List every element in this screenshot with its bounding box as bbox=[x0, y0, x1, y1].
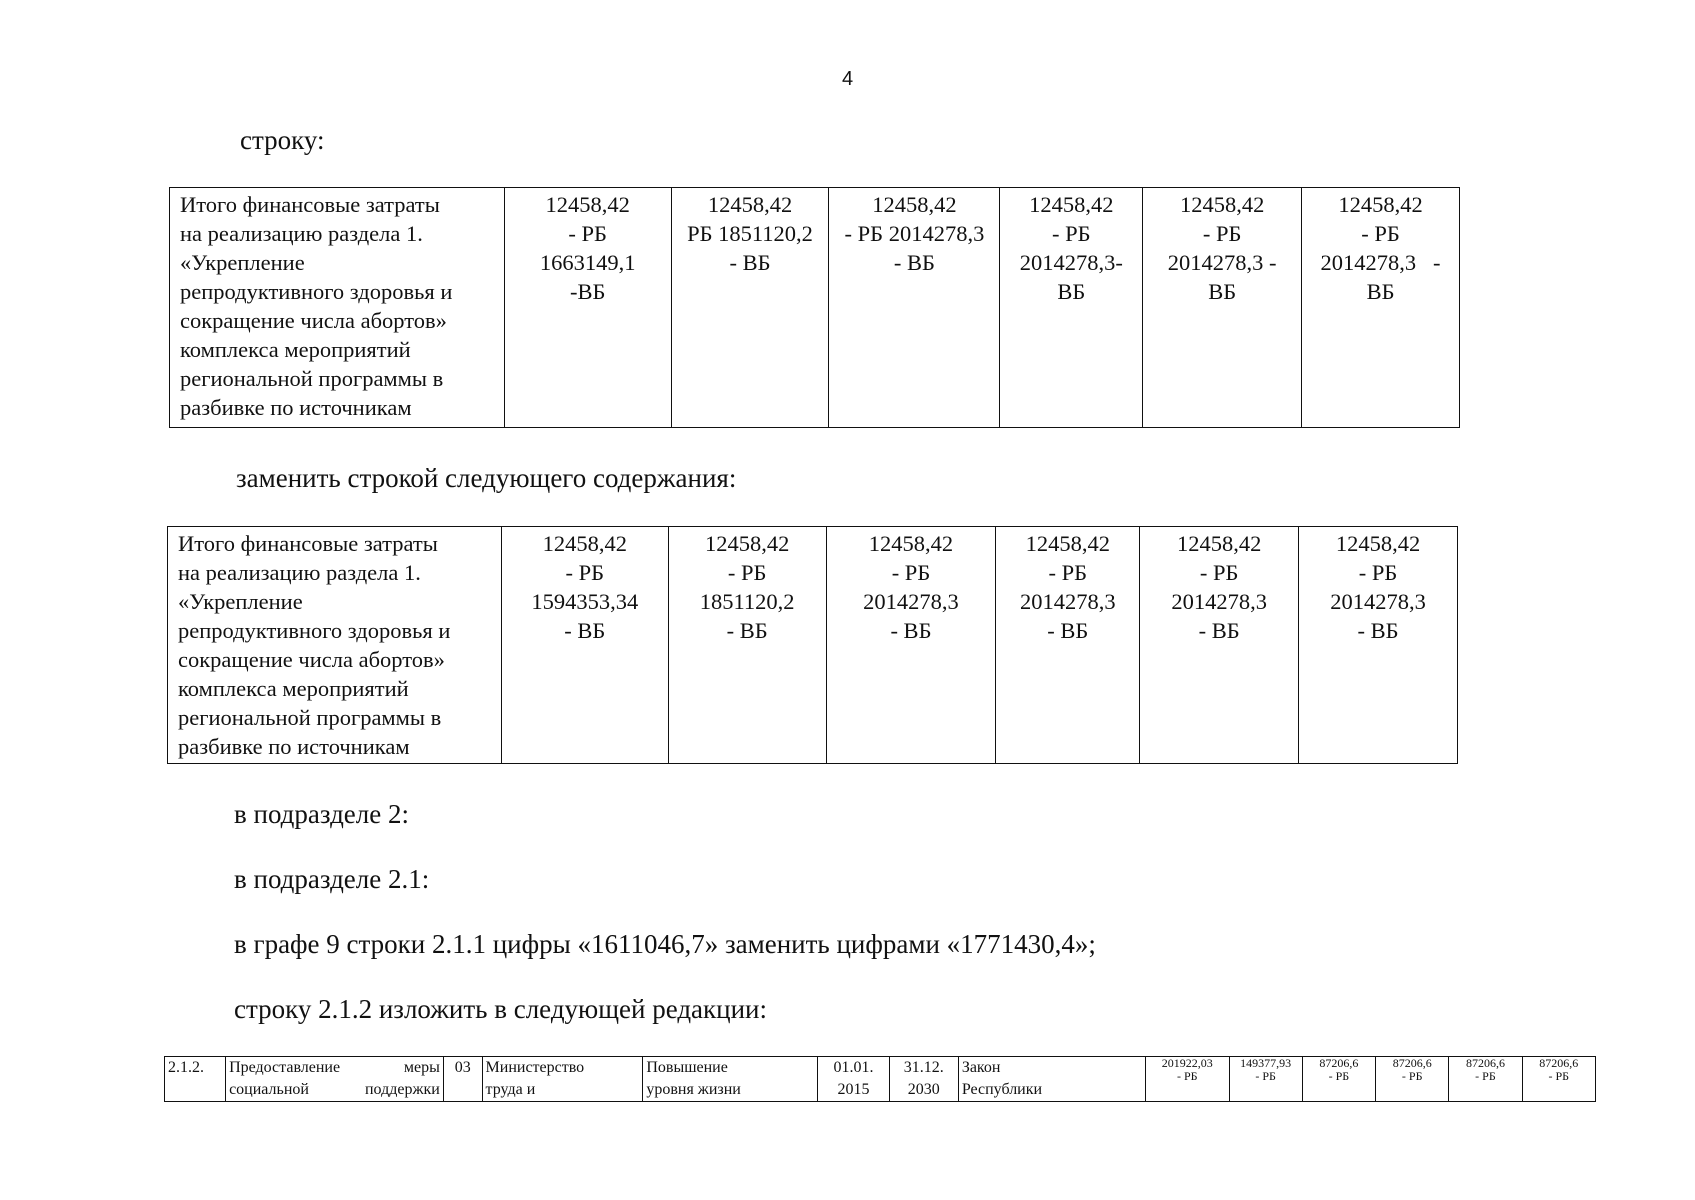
cell-line: ВБ bbox=[1057, 279, 1086, 304]
cell-line: - РБ bbox=[1199, 560, 1239, 585]
cell-line: 2014278,3 - bbox=[1320, 250, 1441, 275]
cell-line: - ВБ bbox=[564, 618, 606, 643]
cell-line: - РБ bbox=[1052, 221, 1091, 246]
desc-line: комплекса мероприятий bbox=[180, 337, 411, 362]
start-date-cell bbox=[818, 1057, 889, 1102]
amount-cell bbox=[1143, 188, 1302, 428]
desc-line: Итого финансовые затраты bbox=[178, 531, 438, 556]
cell-line: 2015 bbox=[837, 1081, 870, 1098]
cell-line: 12458,42 bbox=[545, 192, 630, 217]
desc-line: комплекса мероприятий bbox=[178, 676, 409, 701]
amount-cell bbox=[1146, 1057, 1229, 1102]
desc-line: разбивке по источникам bbox=[180, 395, 412, 420]
amount-cell bbox=[1229, 1057, 1302, 1102]
description-cell bbox=[170, 188, 505, 428]
code-cell: 03 bbox=[443, 1057, 482, 1102]
cell-line: 01.01. bbox=[833, 1059, 874, 1076]
cell-line: 2014278,3 bbox=[1020, 589, 1116, 614]
measure-name-word: меры bbox=[403, 1059, 440, 1076]
paragraph-string: строку: bbox=[240, 125, 325, 155]
cell-line: ВБ bbox=[1366, 279, 1395, 304]
amount-cell bbox=[1299, 527, 1458, 764]
cell-line: - РБ bbox=[1401, 1069, 1423, 1083]
cell-line: 2014278,3 - bbox=[1167, 250, 1277, 275]
cell-line: 12458,42 bbox=[1335, 531, 1421, 556]
amount-cell bbox=[1140, 527, 1299, 764]
cell-line: - РБ bbox=[1358, 560, 1398, 585]
amount-cell bbox=[1000, 188, 1143, 428]
table-row bbox=[165, 1057, 1596, 1102]
amount-cell bbox=[1376, 1057, 1449, 1102]
cell-line: - РБ bbox=[1177, 1069, 1198, 1083]
cell-line: -ВБ bbox=[569, 279, 606, 304]
cell-line: 87206,6 bbox=[1392, 1056, 1432, 1070]
cell-line: 1663149,1 bbox=[539, 250, 636, 275]
cell-line: - РБ bbox=[568, 221, 607, 246]
cell-line: 12458,42 bbox=[707, 192, 793, 217]
cell-line: 87206,6 bbox=[1465, 1056, 1505, 1070]
desc-line: репродуктивного здоровья и bbox=[180, 279, 453, 304]
paragraph-subsection-2-1: в подразделе 2.1: bbox=[234, 864, 430, 894]
cell-line: уровня жизни bbox=[646, 1081, 741, 1098]
cell-line: - РБ bbox=[1548, 1069, 1570, 1083]
cell-line: труда и bbox=[485, 1081, 536, 1098]
cell-line: - ВБ bbox=[1357, 618, 1399, 643]
table-row-2-1-2 bbox=[164, 1056, 1596, 1102]
cell-line: 12458,42 bbox=[1177, 531, 1262, 556]
amount-cell bbox=[504, 188, 671, 428]
cell-line: - ВБ bbox=[1198, 618, 1240, 643]
table-row bbox=[168, 527, 1458, 764]
cell-line: 12458,42 bbox=[1179, 192, 1265, 217]
paragraph-column-9: в графе 9 строки 2.1.1 цифры «1611046,7» заменить цифрами «1771430,4»; bbox=[234, 929, 1096, 959]
result-cell bbox=[643, 1057, 818, 1102]
cell-line: - РБ bbox=[727, 560, 767, 585]
cell-line: - ВБ bbox=[729, 250, 771, 275]
cell-line: РБ 1851120,2 bbox=[687, 221, 813, 246]
cell-line: - РБ bbox=[891, 560, 931, 585]
cell-line: 12458,42 bbox=[1338, 192, 1423, 217]
cell-line: ВБ bbox=[1208, 279, 1237, 304]
cell-line: - РБ bbox=[1255, 1069, 1276, 1083]
cell-line: 87206,6 bbox=[1319, 1056, 1359, 1070]
desc-line: на реализацию раздела 1. bbox=[178, 560, 421, 585]
desc-line: разбивке по источникам bbox=[178, 734, 410, 759]
amount-cell bbox=[501, 527, 668, 764]
amount-cell bbox=[671, 188, 829, 428]
cell-line: - РБ bbox=[565, 560, 605, 585]
end-date-cell bbox=[889, 1057, 958, 1102]
desc-line: региональной программы в bbox=[178, 705, 442, 730]
measure-name-word: социальной bbox=[229, 1081, 309, 1098]
cell-line: Повышение bbox=[646, 1059, 728, 1076]
desc-line: сокращение числа абортов» bbox=[180, 308, 447, 333]
cell-line: - РБ bbox=[1328, 1069, 1350, 1083]
cell-line: Министерство bbox=[485, 1059, 585, 1076]
cell-line: - РБ 2014278,3 bbox=[844, 221, 985, 246]
cell-line: 87206,6 bbox=[1539, 1056, 1579, 1070]
cell-line: - ВБ bbox=[1047, 618, 1089, 643]
row-number-cell: 2.1.2. bbox=[165, 1057, 226, 1102]
amount-cell bbox=[1449, 1057, 1522, 1102]
cell-line: 201922,03 bbox=[1161, 1056, 1213, 1070]
paragraph-replace: заменить строкой следующего содержания: bbox=[236, 463, 737, 493]
amount-cell bbox=[996, 527, 1140, 764]
cell-line: 12458,42 bbox=[1025, 531, 1110, 556]
cell-line: 1851120,2 bbox=[699, 589, 795, 614]
amount-cell bbox=[1522, 1057, 1595, 1102]
cell-line: 12458,42 bbox=[872, 192, 957, 217]
amount-cell bbox=[1302, 188, 1460, 428]
cell-line: 149377,93 bbox=[1240, 1056, 1292, 1070]
cell-line: - РБ bbox=[1048, 560, 1088, 585]
cell-line: - РБ bbox=[1475, 1069, 1496, 1083]
cell-line: 12458,42 bbox=[704, 531, 790, 556]
cell-line: 12458,42 bbox=[542, 531, 627, 556]
cell-line: Закон bbox=[961, 1059, 1001, 1076]
desc-line: на реализацию раздела 1. bbox=[180, 221, 423, 246]
measure-name-word: поддержки bbox=[364, 1081, 440, 1098]
table-old-row bbox=[169, 187, 1460, 428]
amount-cell bbox=[829, 188, 1000, 428]
desc-line: «Укрепление bbox=[178, 589, 303, 614]
desc-line: «Укрепление bbox=[180, 250, 305, 275]
basis-cell bbox=[958, 1057, 1145, 1102]
table-row bbox=[170, 188, 1460, 428]
amount-cell bbox=[1302, 1057, 1375, 1102]
cell-line: - ВБ bbox=[893, 250, 935, 275]
measure-name-word: Предоставление bbox=[229, 1059, 341, 1076]
cell-line: - РБ bbox=[1202, 221, 1242, 246]
cell-line: 2030 bbox=[907, 1081, 940, 1098]
amount-cell bbox=[668, 527, 826, 764]
desc-line: Итого финансовые затраты bbox=[180, 192, 440, 217]
cell-line: 31.12. bbox=[903, 1059, 944, 1076]
cell-line: - ВБ bbox=[726, 618, 768, 643]
desc-line: сокращение числа абортов» bbox=[178, 647, 445, 672]
cell-line: 2014278,3- bbox=[1019, 250, 1123, 275]
cell-line: Республики bbox=[961, 1081, 1043, 1098]
cell-line: 12458,42 bbox=[1029, 192, 1114, 217]
executor-cell bbox=[482, 1057, 643, 1102]
cell-line: 1594353,34 bbox=[531, 589, 639, 614]
cell-line: - ВБ bbox=[890, 618, 932, 643]
desc-line: репродуктивного здоровья и bbox=[178, 618, 451, 643]
measure-name-cell bbox=[226, 1057, 444, 1102]
paragraph-row-2-1-2: строку 2.1.2 изложить в следующей редакции: bbox=[234, 994, 768, 1024]
desc-line: региональной программы в bbox=[180, 366, 444, 391]
table-new-row bbox=[167, 526, 1458, 764]
cell-line: 2014278,3 bbox=[1330, 589, 1426, 614]
cell-line: 12458,42 bbox=[868, 531, 954, 556]
page-number: 4 bbox=[841, 68, 854, 90]
cell-line: - РБ bbox=[1361, 221, 1400, 246]
description-cell bbox=[168, 527, 502, 764]
cell-line: 2014278,3 bbox=[863, 589, 959, 614]
cell-line: 2014278,3 bbox=[1171, 589, 1267, 614]
amount-cell bbox=[826, 527, 996, 764]
paragraph-subsection-2: в подразделе 2: bbox=[234, 799, 409, 829]
